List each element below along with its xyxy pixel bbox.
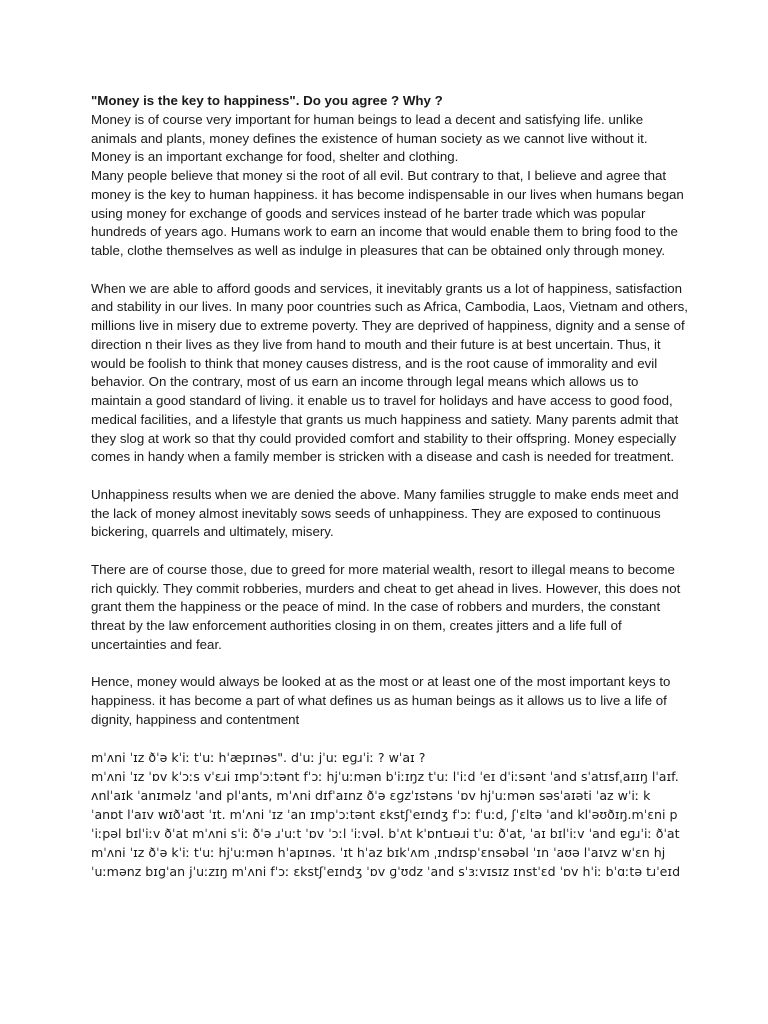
paragraph-3: When we are able to afford goods and services, it inevitably grants us a lot of happiness, satisfaction and stability in our lives. In many poor countries such as Africa, Cambodia, Laos, Vietnam and others, millions live in misery due to extreme poverty. They are deprived of happiness, dignity and a sense of direction n their lives as they live from hand to mouth and their future is at best uncertain. Thus, it would be foolish to think that money causes distress, and is the root cause of immorality and evil behavior. On the contrary, most of us earn an income through legal means which allows us to maintain a good standard of living. it enable us to travel for holidays and have access to good food, medical facilities, and a lifestyle that grants us much happiness and satiety. Many parents admit that they slog at work so that thy could provided comfort and stability to their offspring. Money especially comes in handy when a family member is stricken with a disease and cash is needed for treatment.: [91, 280, 688, 465]
phonetic-line: mˈʌni ˈɪz ðˈə kˈiː tˈuː hjˈuːmən hˈapɪnəs. ˈɪt hˈaz bɪkˈʌm ˌɪndɪspˈɛnsəbəl ˈɪn ˈaʊə lˈaɪvz wˈɛn hj: [91, 845, 666, 861]
paragraph-6: Hence, money would always be looked at as the most or at least one of the most important keys to happiness. it has become a part of what defines us as human beings as it allows us to live a life of dignity, happiness and contentment: [91, 674, 671, 727]
paragraph-4: Unhappiness results when we are denied the above. Many families struggle to make ends meet and the lack of money almost inevitably sows seeds of unhappiness. They are exposed to continuous bickering, quarrels and ultimately, misery.: [91, 486, 679, 540]
phonetic-line: mˈʌni ˈɪz ðˈə kˈiː tˈuː hˈæpɪnəs". dˈuː jˈuː ɐɡɹˈiː ? wˈaɪ ?: [91, 750, 426, 766]
phonetic-line: ʌnlˈaɪk ˈanɪməlz ˈand plˈants, mˈʌni dɪfˈaɪnz ðˈə ɛɡzˈɪstəns ˈɒv hjˈuːmən səsˈaɪəti ˈaz wˈiː k: [91, 788, 651, 804]
paragraph-2: Many people believe that money si the root of all evil. But contrary to that, I believe and agree that money is the key to human happiness. it has become indispensable in our lives when humans began using money for exchange of goods and services instead of he barter trade which was popular hundreds of years ago. Humans work to earn an income that would enable them to bring food to the table, clothe themselves as well as indulge in pleasures that can be obtained only through money.: [91, 168, 684, 258]
paragraph-5: There are of course those, due to greed for more material wealth, resort to illegal means to become rich quickly. They commit robberies, murders and cheat to get ahead in lives. However, this does not grant them the happiness or the peace of mind. In the case of robbers and murders, the constant threat by the law enforcement authorities closing in on them, creates jitters and a life full of uncertainties and fear.: [91, 561, 681, 652]
phonetic-line: ˈuːmənz bɪɡˈan jˈuːzɪŋ mˈʌni fˈɔː ɛkstʃˈeɪndʒ ˈɒv ɡˈʊdz ˈand sˈɜːvɪsɪz ɪnstˈɛd ˈɒv hˈiː bˈɑːtə tɹˈeɪd: [91, 864, 681, 880]
document-page: [91, 92, 691, 881]
phonetic-line: mˈʌni ˈɪz ˈɒv kˈɔːs vˈɛɹi ɪmpˈɔːtənt fˈɔː hjˈuːmən bˈiːɪŋz tˈuː lˈiːd ˈeɪ dˈiːsənt ˈand sˈatɪsfˌaɪɪŋ lˈaɪf.: [91, 769, 679, 785]
intro-paragraph: Money is of course very important for human beings to lead a decent and satisfying life. unlike animals and plants, money defines the existence of human society as we cannot live without it. Money is an important exchange for food, shelter and clothing.: [91, 111, 648, 165]
document-title: "Money is the key to happiness". Do you agree ? Why ?: [91, 93, 443, 108]
phonetic-line: ˈiːpəl bɪlˈiːv ðˈat mˈʌni sˈiː ðˈə ɹˈuːt ˈɒv ˈɔːl ˈiːvəl. bˈʌt kˈɒntɹəɹi tˈuː ðˈat, ˈaɪ bɪlˈiːv ˈand ɐɡɹˈiː ðˈat: [91, 826, 680, 842]
phonetic-transcription: [91, 748, 691, 881]
phonetic-line: ˈanɒt lˈaɪv wɪðˈaʊt ˈɪt. mˈʌni ˈɪz ˈan ɪmpˈɔːtənt ɛkstʃˈeɪndʒ fˈɔː fˈuːd, ʃˈɛltə ˈand klˈəʊðɪŋ.mˈɛni p: [91, 807, 678, 823]
